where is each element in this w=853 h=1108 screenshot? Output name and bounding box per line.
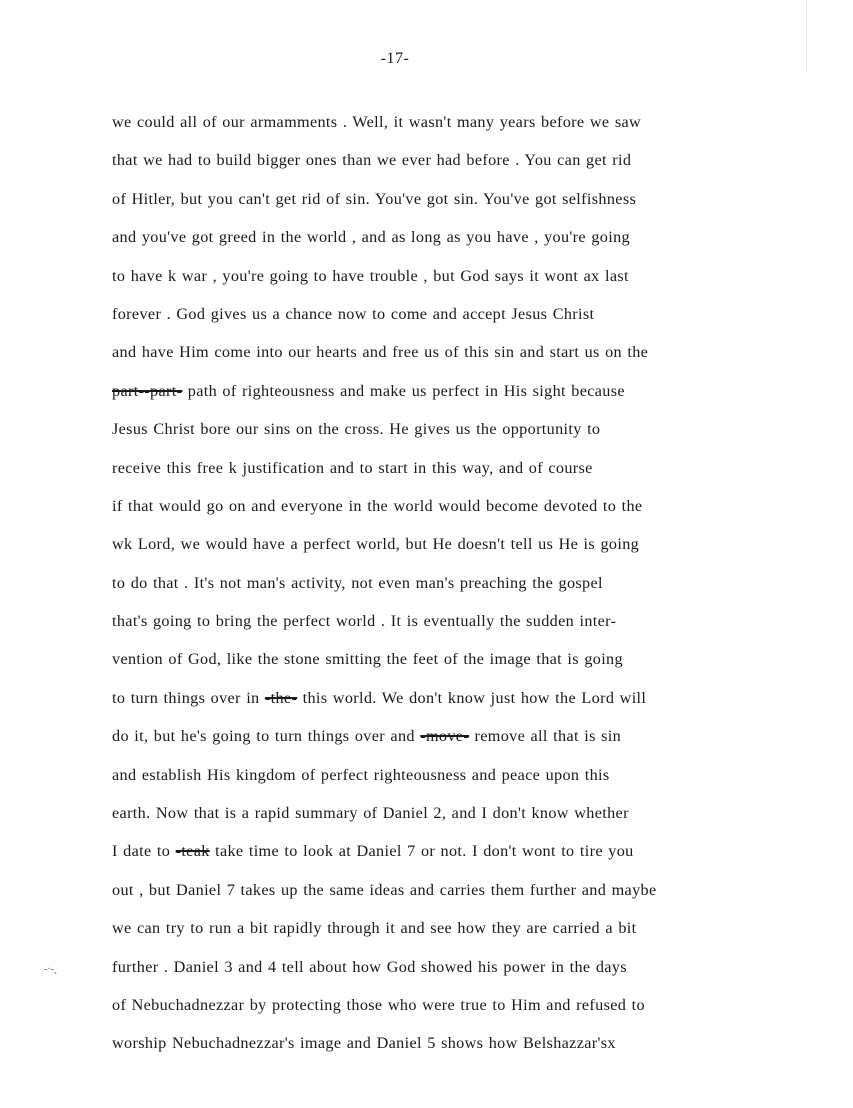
line-text: and have Him come into our hearts and free us of this sin and start us on the: [112, 343, 649, 362]
text-line: [112, 761, 812, 799]
text-line: [112, 991, 812, 1029]
line-text: and establish His kingdom of perfect righteousness and peace upon this: [112, 765, 610, 784]
text-line: [112, 415, 812, 453]
line-text: forever . God gives us a chance now to come and accept Jesus Christ: [112, 304, 595, 323]
text-line: [112, 262, 812, 300]
line-text: wk Lord, we would have a perfect world, but He doesn't tell us He is going: [112, 535, 640, 554]
line-text: earth. Now that is a rapid summary of Daniel 2, and I don't know whether: [112, 804, 629, 823]
text-line: [112, 837, 812, 875]
line-text: of Hitler, but you can't get rid of sin. You've got sin. You've got selfishness: [112, 189, 637, 208]
page-edge-shadow: [806, 0, 807, 70]
text-line: [112, 914, 812, 952]
line-text: of Nebuchadnezzar by protecting those who were true to Him and refused to: [112, 995, 645, 1014]
text-line: [112, 530, 812, 568]
text-line: [112, 338, 812, 376]
text-line: [112, 1029, 812, 1067]
text-line: [112, 569, 812, 607]
line-text: path of righteousness and make us perfect in His sight because: [182, 381, 625, 400]
struck-out-text: part--part-: [112, 381, 183, 400]
typed-transcript-body: [112, 108, 812, 1068]
line-text: vention of God, like the stone smitting the feet of the image that is going: [112, 650, 623, 669]
line-text: receive this free k justification and to start in this way, and of course: [112, 458, 593, 477]
text-line: [112, 799, 812, 837]
text-line: [112, 454, 812, 492]
text-line: [112, 645, 812, 683]
line-text: to turn things over in: [112, 688, 265, 707]
line-text: further . Daniel 3 and 4 tell about how God showed his power in the days: [112, 957, 627, 976]
struck-out-text: -the-: [264, 688, 298, 707]
text-line: [112, 146, 812, 184]
text-line: [112, 300, 812, 338]
line-text: I date to: [112, 842, 176, 861]
line-text: worship Nebuchadnezzar's image and Daniel 5 shows how Belshazzar'sx: [112, 1034, 616, 1053]
line-text: take time to look at Daniel 7 or not. I don't wont to tire you: [209, 842, 634, 861]
text-line: [112, 108, 812, 146]
struck-out-text: -move-: [420, 727, 470, 746]
text-line: [112, 722, 812, 760]
text-line: [112, 684, 812, 722]
line-text: if that would go on and everyone in the world would become devoted to the: [112, 496, 643, 515]
line-text: that we had to build bigger ones than we ever had before . You can get rid: [112, 151, 632, 170]
line-text: remove all that is sin: [469, 727, 622, 746]
line-text: we could all of our armamments . Well, it wasn't many years before we saw: [112, 113, 642, 131]
line-text: this world. We don't know just how the Lord will: [297, 688, 647, 707]
text-line: [112, 492, 812, 530]
text-line: [112, 377, 812, 415]
line-text: and you've got greed in the world , and as long as you have , you're going: [112, 228, 630, 247]
line-text: to do that . It's not man's activity, not even man's preaching the gospel: [112, 573, 603, 592]
text-line: [112, 223, 812, 261]
struck-out-text: -teak: [175, 842, 210, 861]
text-line: [112, 607, 812, 645]
line-text: out , but Daniel 7 takes up the same ideas and carries them further and maybe: [112, 880, 657, 899]
line-text: do it, but he's going to turn things over and: [112, 727, 421, 746]
page-number: -17-: [380, 50, 410, 67]
text-line: [112, 185, 812, 223]
line-text: to have k war , you're going to have trouble , but God says it wont ax last: [112, 266, 629, 285]
margin-pencil-mark: -·-˛: [44, 964, 58, 975]
line-text: Jesus Christ bore our sins on the cross. He gives us the opportunity to: [112, 420, 601, 439]
text-line: [112, 876, 812, 914]
line-text: we can try to run a bit rapidly through it and see how they are carried a bit: [112, 919, 637, 938]
text-line: [112, 953, 812, 991]
line-text: that's going to bring the perfect world . It is eventually the sudden inter-: [112, 612, 617, 631]
